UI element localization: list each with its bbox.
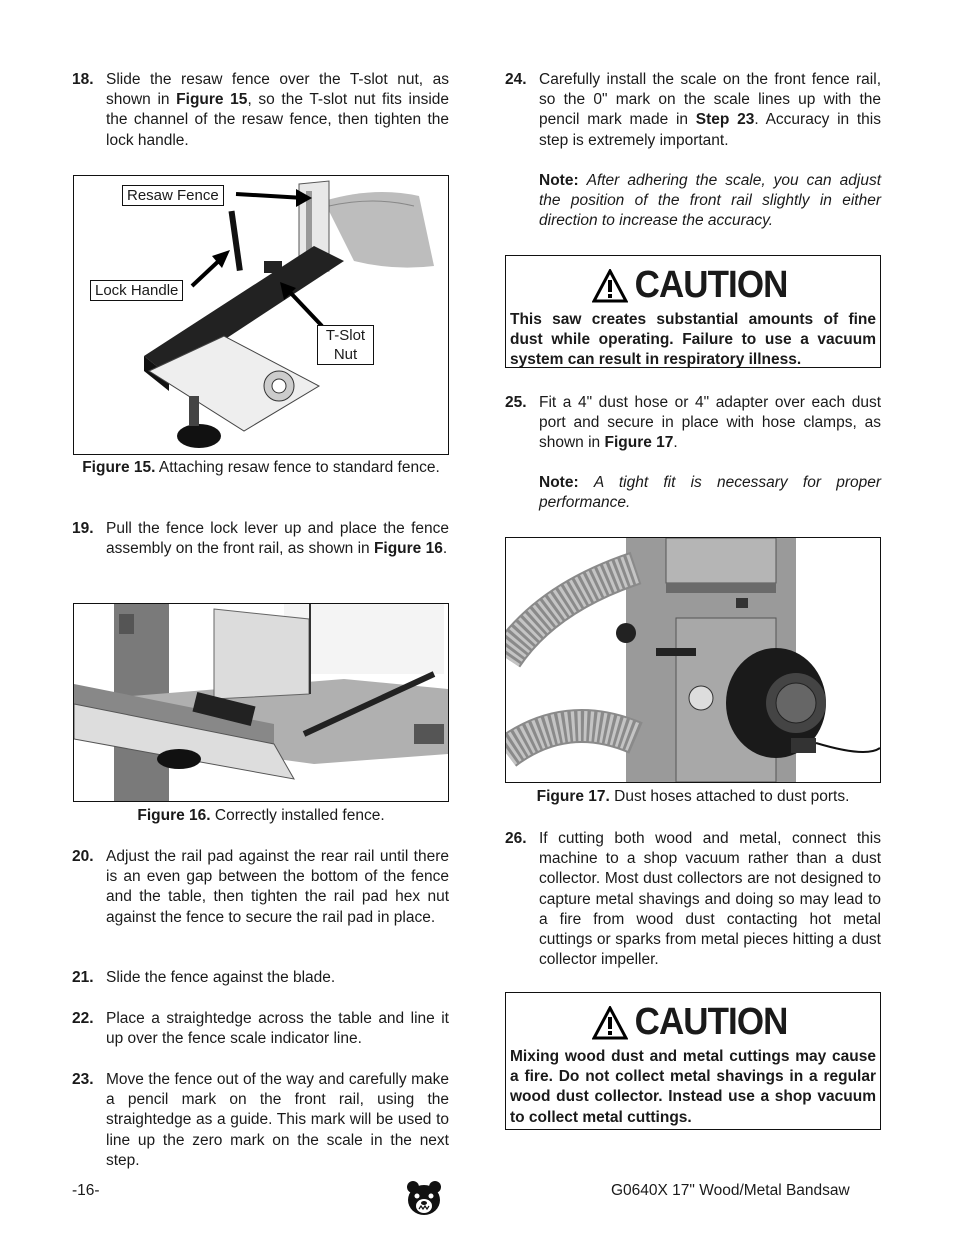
callout-line: T-Slot	[325, 327, 366, 344]
caution-text: This saw creates substantial amounts of fine dust while operating. Failure to use a vacuum system can result in respiratory illness.	[510, 311, 876, 369]
figure-label: Figure 15.	[82, 459, 156, 476]
callout-lock-handle: Lock Handle	[90, 280, 183, 301]
step-text: .	[673, 434, 678, 452]
step-number: 24.	[505, 71, 527, 88]
step-text: Slide the resaw fence over the T-slot nut, as shown in	[106, 71, 449, 109]
step-text: Fit a 4" dust hose or 4" adapter over each dust port and secure in place with hose clamps, as shown in	[539, 394, 881, 452]
figure-ref: Figure 16	[373, 540, 443, 558]
step-text: Adjust the rail pad against the rear rail until there is an even gap between the bottom of the fence and the table, then tighten the rail pad hex nut against the fence to secure the rail pad in place.	[106, 848, 449, 926]
step-text: If cutting both wood and metal, connect this machine to a shop vacuum rather than a dust collector. Most dust collectors are not designed to capture metal shavings and doing so may lead to a fire from wood dust contacting hot metal cuttings or sparks from metal pieces hitting a dust collector impeller.	[539, 830, 881, 969]
callout-resaw-fence: Resaw Fence	[122, 185, 224, 206]
installed-fence-photo	[74, 604, 448, 801]
warning-triangle-icon	[592, 269, 628, 303]
caution-title: CAUTION	[634, 1001, 788, 1043]
page-number: -16-	[72, 1182, 100, 1199]
note-text: A tight fit is necessary for proper performance.	[539, 474, 882, 512]
caution-title: CAUTION	[634, 264, 788, 306]
caution-box-1	[505, 255, 881, 368]
figure-16-image	[73, 603, 449, 802]
caution-header	[506, 264, 880, 310]
callout-t-slot-nut	[317, 325, 374, 365]
step-number: 18.	[72, 71, 94, 88]
step-26	[505, 829, 881, 970]
step-number: 25.	[505, 394, 527, 411]
figure-15-image	[73, 175, 449, 455]
caution-box-2	[505, 992, 881, 1130]
figure-17-caption	[505, 787, 881, 808]
figure-16-caption	[80, 806, 442, 827]
step-number: 19.	[72, 520, 94, 537]
step-text: Pull the fence lock lever up and place the fence assembly on the front rail, as shown in	[106, 520, 449, 558]
figure-17-image	[505, 537, 881, 783]
step-ref: Step 23	[695, 111, 755, 129]
callout-line: Nut	[333, 346, 358, 363]
figure-ref: Figure 17	[604, 434, 674, 452]
warning-triangle-icon	[592, 1006, 628, 1040]
figure-label: Figure 17.	[536, 788, 610, 805]
bear-logo-icon	[404, 1178, 444, 1218]
note-label: Note:	[539, 172, 579, 189]
note-label: Note:	[539, 474, 579, 491]
note-24	[539, 171, 881, 232]
figure-label: Figure 16.	[137, 807, 211, 824]
step-text: .	[442, 540, 448, 558]
caption-text: Correctly installed fence.	[214, 807, 385, 824]
step-25	[505, 393, 881, 454]
step-text: Move the fence out of the way and carefully make a pencil mark on the front rail, using the straightedge as a guide. This mark will be used to line up the zero mark on the scale in the next step.	[106, 1071, 449, 1169]
step-text: Slide the fence against the blade.	[106, 969, 336, 986]
model-name: G0640X 17" Wood/Metal Bandsaw	[611, 1182, 850, 1199]
step-24	[505, 70, 881, 151]
step-number: 20.	[72, 848, 94, 865]
caution-text: Mixing wood dust and metal cuttings may cause a fire. Do not collect metal shavings in a regular wood dust collector. Instead use a shop vacuum to collect metal cuttings.	[510, 1048, 876, 1126]
note-text: After adhering the scale, you can adjust the position of the front rail slightly in either direction to increase the accuracy.	[539, 172, 882, 230]
step-number: 22.	[72, 1010, 94, 1027]
step-number: 26.	[505, 830, 527, 847]
step-number: 21.	[72, 969, 94, 986]
figure-15-caption	[80, 458, 442, 479]
step-text: Carefully install the scale on the front fence rail, so the 0" mark on the scale lines up with the pencil mark made in	[539, 71, 881, 129]
step-21	[72, 968, 449, 988]
dust-hoses-photo	[506, 538, 880, 782]
step-23	[72, 1070, 449, 1171]
caption-text: Dust hoses attached to dust ports.	[614, 788, 850, 805]
step-19	[72, 519, 449, 559]
resaw-fence-photo	[74, 176, 448, 454]
step-18	[72, 70, 449, 151]
step-number: 23.	[72, 1071, 94, 1088]
step-text: . Accuracy in this step is extremely important.	[539, 111, 882, 149]
caption-text: Attaching resaw fence to standard fence.	[158, 459, 440, 476]
caution-header	[506, 1001, 880, 1047]
step-22	[72, 1009, 449, 1049]
step-20	[72, 847, 449, 928]
figure-ref: Figure 15	[176, 91, 248, 109]
step-text: Place a straightedge across the table and line it up over the fence scale indicator line.	[106, 1010, 449, 1048]
step-text: , so the T-slot nut fits inside the channel of the resaw fence, then tighten the lock handle.	[106, 91, 450, 149]
note-25	[539, 473, 881, 513]
